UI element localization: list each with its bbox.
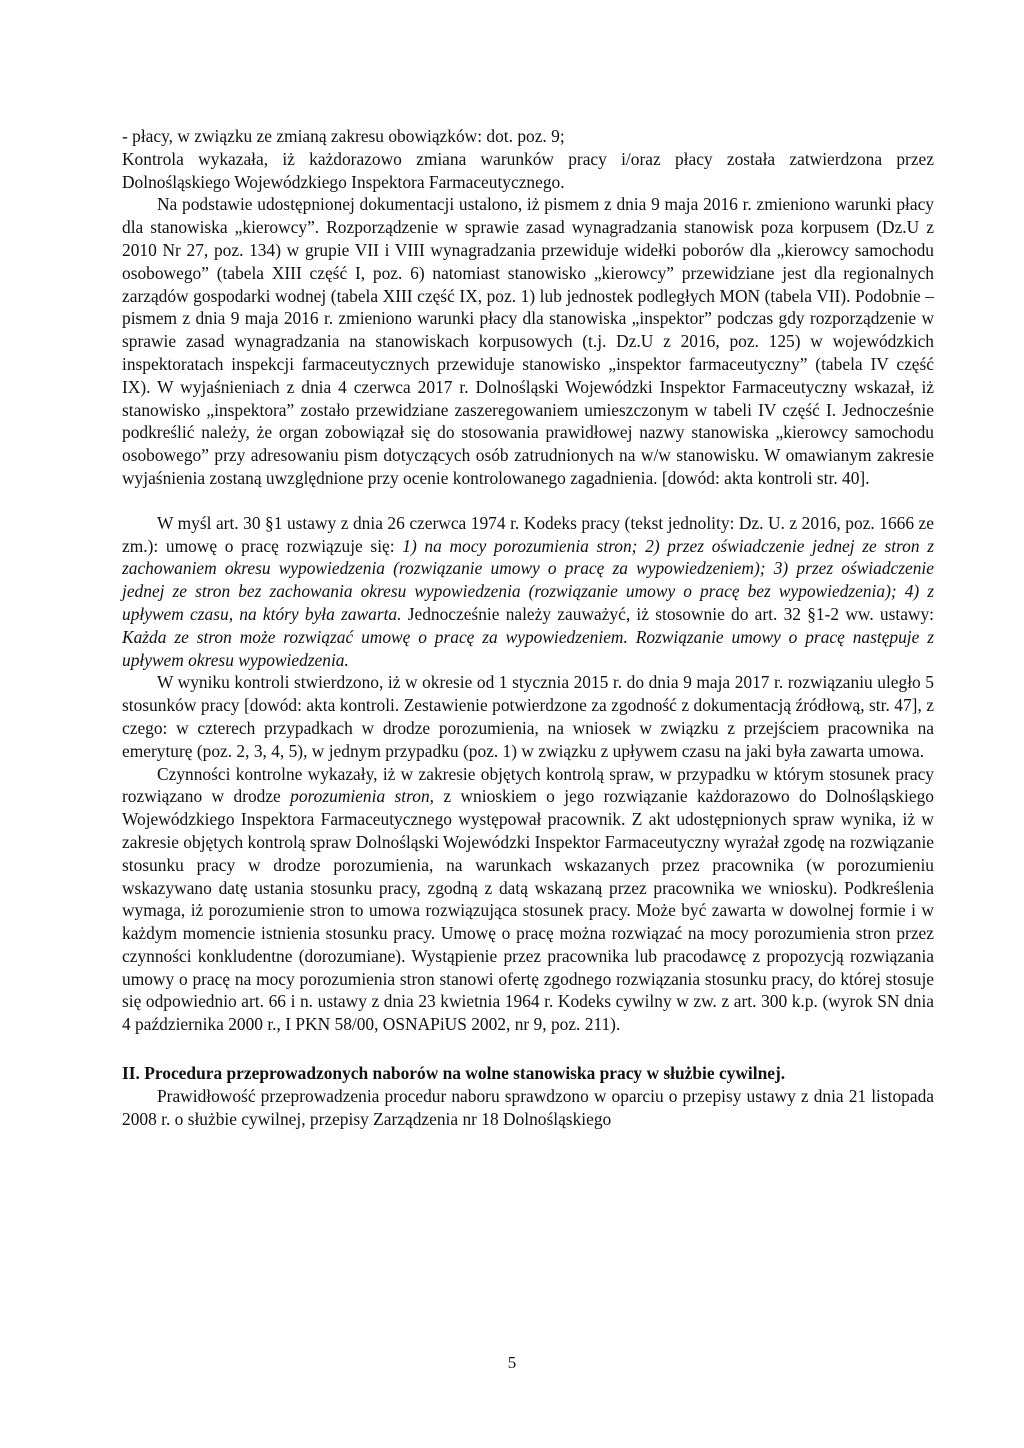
paragraph-agreement xyxy=(122,763,934,1037)
labour-code-note: Jednocześnie należy zauważyć, iż stosownie do art. 32 §1-2 ww. ustawy: xyxy=(401,603,934,624)
paragraph-recruitment: Prawidłowość przeprowadzenia procedur naboru sprawdzono w oparciu o przepisy ustawy z dnia 21 listopada 2008 r. o służbie cywilnej, przepisy Zarządzenia nr 18 Dolnośląskiego xyxy=(122,1085,934,1129)
agreement-intro: Czynności kontrolne wykazały, iż w zakresie objętych kontrolą spraw, w przypadku w którym stosunek pracy rozwiązano w drodze xyxy=(122,763,934,807)
section-heading: II. Procedura przeprowadzonych naborów na wolne stanowiska pracy w służbie cywilnej. xyxy=(122,1063,786,1084)
labour-code-quote-2: Każda ze stron może rozwiązać umowę o pracę za wypowiedzeniem. Rozwiązanie umowy o pracę następuje z upływem okresu wypowiedzenia. xyxy=(122,626,934,670)
paragraph-salary-change: - płacy, w związku ze zmianą zakresu obowiązków: dot. poz. 9; xyxy=(122,126,565,146)
paragraph-control-result: Kontrola wykazała, iż każdorazowo zmiana warunków pracy i/oraz płacy została zatwierdzona przez Dolnośląskiego Wojewódzkiego Inspektora Farmaceutycznego. xyxy=(122,148,934,192)
labour-code-intro: W myśl art. 30 §1 ustawy z dnia 26 czerwca 1974 r. Kodeks pracy (tekst jednolity: Dz. U. z 2016, poz. 1666 ze zm.): umowę o pracę rozwiązuje się: xyxy=(122,512,934,556)
labour-code-quote-1: 1) na mocy porozumienia stron; 2) przez oświadczenie jednej ze stron z zachowaniem okresu wypowiedzenia (rozwiązanie umowy o pracę za wypowiedzeniem); 3) przez oświadczenie jednej ze stron bez zachowania okresu wypowiedzenia (rozwiązanie umowy o pracę bez wypowiedzenia); 4) z upływem czasu, na który była zawarta. xyxy=(122,535,935,624)
page-number: 5 xyxy=(507,1353,517,1372)
paragraph-driver-inspector: Na podstawie udostępnionej dokumentacji ustalono, iż pismem z dnia 9 maja 2016 r. zmieniono warunki płacy dla stanowiska „kierowcy”. Rozporządzenie w sprawie zasad wynagradzania stanowisk poza korpusem (Dz.U z 2010 Nr 27, poz. 134) w grupie VII i VIII wynagradzania przewiduje widełki poborów dla „kierowcy samochodu osobowego” (tabela XIII część I, poz. 6) natomiast stanowisko „kierowcy” przewidziane jest dla regionalnych zarządów gospodarki wodnej (tabela XIII część IX, poz. 1) lub jednostek podległych MON (tabela VII). Podobnie – pismem z dnia 9 maja 2016 r. zmieniono warunki płacy dla stanowiska „inspektor” podczas gdy rozporządzenie w sprawie zasad wynagradzania na stanowiskach korpusowych (t.j. Dz.U z 2016, poz. 125) w wojewódzkich inspektoratach inspekcji farmaceutycznych przewiduje stanowisko „inspektor farmaceutyczny” (tabela IV część IX). W wyjaśnieniach z dnia 4 czerwca 2017 r. Dolnośląski Wojewódzki Inspektor Farmaceutyczny wskazał, iż stanowisko „inspektora” zostało przewidziane zaszeregowaniem umieszczonym w tabeli IV część I. Jednocześnie podkreślić należy, że organ zobowiązał się do stosowania prawidłowej nazwy stanowiska „kierowcy samochodu osobowego” przy adresowaniu pism dotyczących osób zatrudnionych na w/w stanowisku. W omawianym zakresie wyjaśnienia zostaną uwzględnione przy ocenie kontrolowanego zagadnienia. [dowód: akta kontroli str. 40]. xyxy=(122,194,934,488)
paragraph-labour-code xyxy=(122,512,934,672)
agreement-body: , z wnioskiem o jego rozwiązanie każdorazowo do Dolnośląskiego Wojewódzkiego Inspektora Farmaceutycznego występował pracownik. Z akt udostępnionych spraw wynika, iż w zakresie objętych kontrolą spraw Dolnośląski Wojewódzki Inspektor Farmaceutyczny wyrażał zgodę na rozwiązanie stosunku pracy w drodze porozumienia, na warunkach wskazanych przez pracownika (w porozumieniu wskazywano datę ustania stosunku pracy, zgodną z datą wskazaną przez pracownika we wniosku). Podkreślenia wymaga, iż porozumienie stron to umowa rozwiązująca stosunek pracy. Może być zawarta w dowolnej formie i w każdym momencie istnienia stosunku pracy. Umowę o pracę można rozwiązać na mocy porozumienia stron przez czynności konkludentne (dorozumiane). Wystąpienie przez pracownika lub pracodawcę z propozycją rozwiązania umowy o pracę na mocy porozumienia stron stanowi ofertę zgodnego rozwiązania stosunku pracy, do której stosuje się odpowiednio art. 66 i n. ustawy z dnia 23 kwietnia 1964 r. Kodeks cywilny w zw. z art. 300 k.p. (wyrok SN dnia 4 października 2000 r., I PKN 58/00, OSNAPiUS 2002, nr 9, poz. 211). xyxy=(122,786,934,1035)
agreement-term: porozumienia stron xyxy=(290,786,430,807)
document-body xyxy=(122,125,934,1130)
paragraph-termination-findings: W wyniku kontroli stwierdzono, iż w okresie od 1 stycznia 2015 r. do dnia 9 maja 2017 r. rozwiązaniu uległo 5 stosunków pracy [dowód: akta kontroli. Zestawienie potwierdzone za zgodność z dokumentacją źródłową, str. 47], z czego: w czterech przypadkach w drodze porozumienia, na wniosek w związku z przejściem pracownika na emeryturę (poz. 2, 3, 4, 5), w jednym przypadku (poz. 1) w związku z upływem czasu na jaki była zawarta umowa. xyxy=(122,672,934,761)
